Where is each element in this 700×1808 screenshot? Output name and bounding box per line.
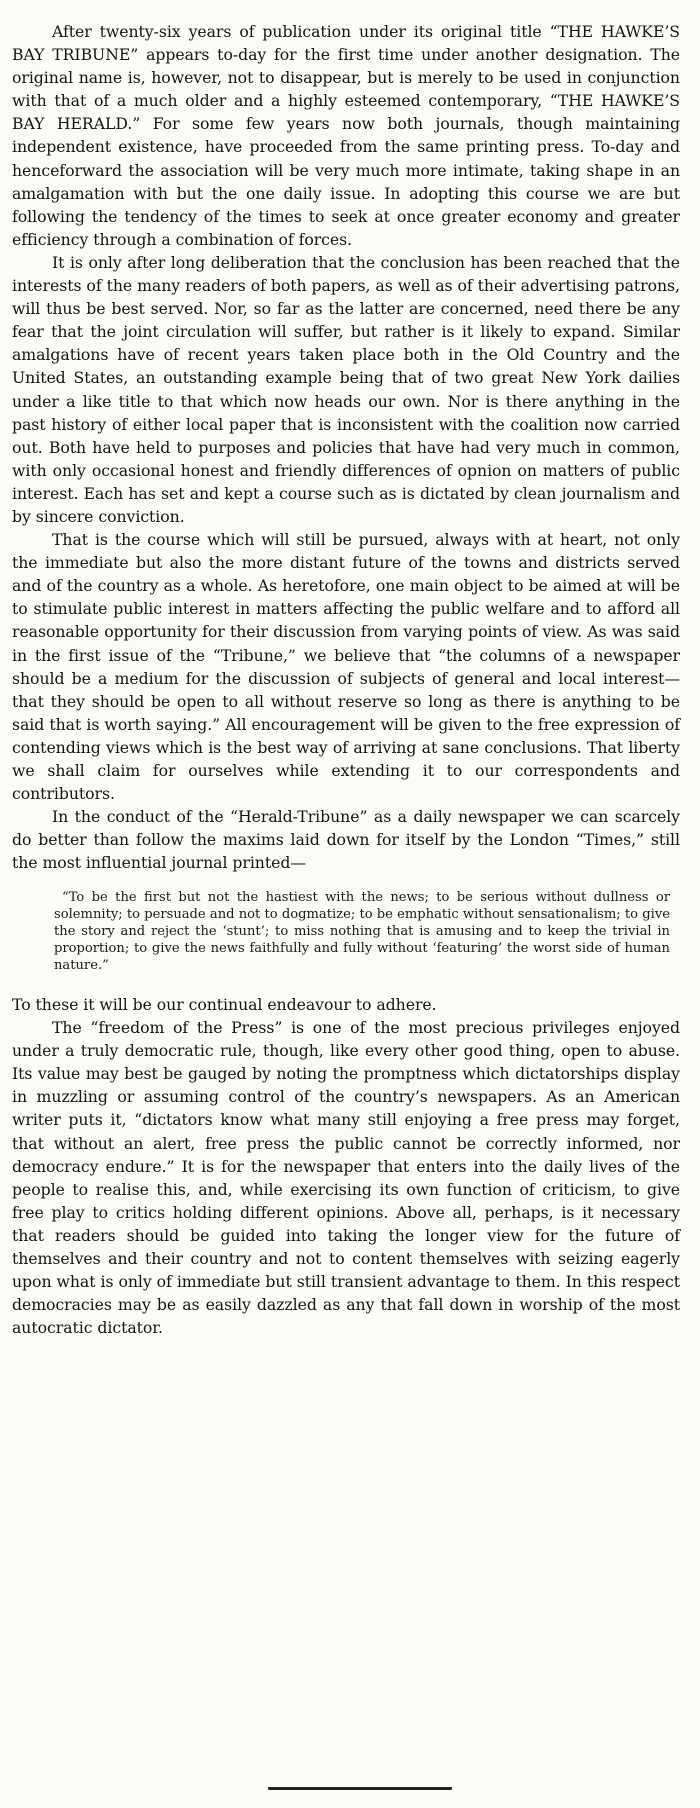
end-rule-divider [268, 1787, 452, 1790]
times-maxims-quote: “To be the first but not the hastiest with the news; to be serious without dullness or solemnity; to persuade and not to dogmatize; to be emphatic without sensationalism; to give the story and reject the ‘stunt’; to miss nothing that is amusing and to keep the trivial in proportion; to give the news faithfully and fully without ‘featuring’ the worst side of human nature.” [54, 890, 670, 974]
paragraph-5: To these it will be our continual endeavour to adhere. [12, 995, 437, 1014]
paragraph-2: It is only after long deliberation that the conclusion has been reached that the interests of the many readers of both papers, as well as of their advertising patrons, will thus be best served. Nor, so far as the latter are concerned, need there be any fear that the joint circulation will suffer, but rather is it likely to expand. Similar amalgations have of recent years taken place both in the Old Country and the United States, an outstanding example being that of two great New York dailies under a like title to that which now heads our own. Nor is there anything in the past history of either local paper that is inconsistent with the coalition now carried out. Both have held to purposes and policies that have had very much in common, with only occasional honest and friendly differences of opnion on matters of public interest. Each has set and kept a course such as is dictated by clean journalism and by sincere conviction. [12, 252, 680, 526]
editorial-article [12, 20, 680, 1339]
paragraph-1: After twenty-six years of publication under its original title “THE HAWKE’S BAY TRIBUNE” appears to-day for the first time under another designation. The original name is, however, not to disappear, but is merely to be used in conjunction with that of a much older and a highly esteemed contemporary, “THE HAWKE’S BAY HERALD.” For some few years now both journals, though maintaining independent existence, have proceeded from the same printing press. To-day and henceforward the association will be very much more intimate, taking shape in an amalgamation with but the one daily issue. In adopting this course we are but following the tendency of the times to seek at once greater economy and greater efficiency through a combination of forces. [12, 22, 680, 249]
paragraph-3: That is the course which will still be pursued, always with at heart, not only the immediate but also the more distant future of the towns and districts served and of the country as a whole. As heretofore, one main object to be aimed at will be to stimulate public interest in matters affecting the public welfare and to afford all reasonable opportunity for their discussion from varying points of view. As was said in the first issue of the “Tribune,” we believe that “the columns of a newspaper should be a medium for the discussion of subjects of general and local interest—that they should be open to all without reserve so long as there is anything to be said that is worth saying.” All encouragement will be given to the free expression of contending views which is the best way of arriving at sane conclusions. That liberty we shall claim for ourselves while extending it to our correspondents and contributors. [12, 530, 680, 804]
paragraph-6: The “freedom of the Press” is one of the most precious privileges enjoyed under a truly democratic rule, though, like every other good thing, open to abuse. Its value may best be gauged by noting the promptness which dictatorships display in muzzling or assuming control of the country’s newspapers. As an American writer puts it, “dictators know what many still enjoying a free press may forget, that without an alert, free press the public cannot be correctly informed, nor democracy endure.” It is for the newspaper that enters into the daily lives of the people to realise this, and, while exercising its own function of criticism, to give free play to critics holding different opinions. Above all, perhaps, is it necessary that readers should be guided into taking the longer view for the future of themselves and their country and not to content themselves with seizing eagerly upon what is only of immediate but still transient advantage to them. In this respect democracies may be as easily dazzled as any that fall down in worship of the most autocratic dictator. [12, 1018, 680, 1338]
paragraph-4: In the conduct of the “Herald-Tribune” as a daily newspaper we can scarcely do better than follow the maxims laid down for itself by the London “Times,” still the most influential journal printed— [12, 807, 680, 873]
